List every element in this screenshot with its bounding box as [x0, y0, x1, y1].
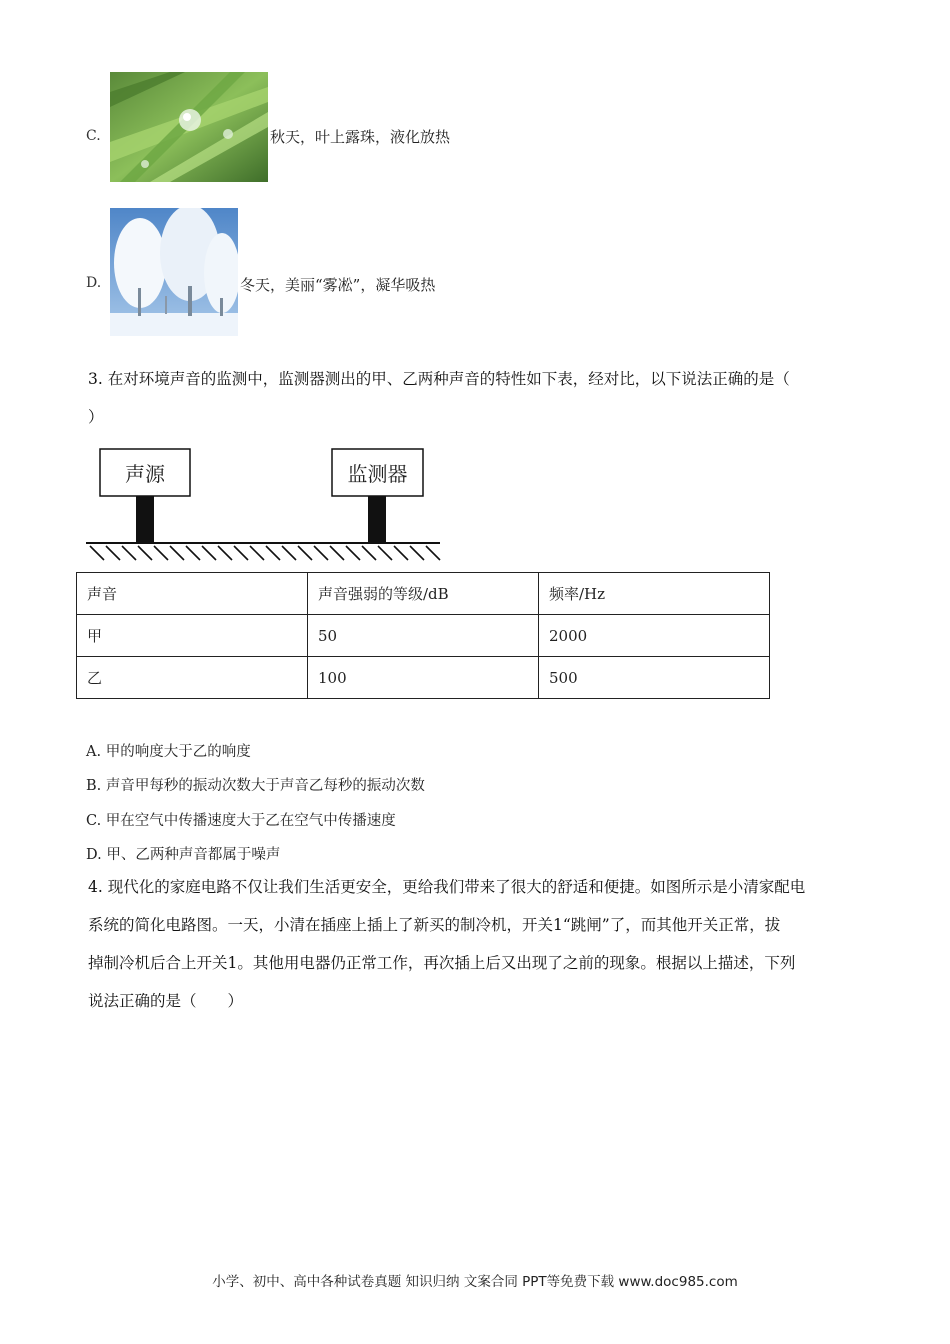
table-cell: 乙 — [77, 657, 308, 699]
table-header-row — [77, 573, 770, 615]
option-d-caption: 冬天，美丽“雾凇”，凝华吸热 — [240, 276, 436, 294]
sound-monitor-diagram — [86, 448, 442, 564]
q3-option-c: C. 甲在空气中传播速度大于乙在空气中传播速度 — [86, 813, 396, 829]
q4-stem-line1: 4. 现代化的家庭电路不仅让我们生活更安全，更给我们带来了很大的舒适和便捷。如图所示是小清家配电 — [88, 878, 806, 896]
q3-option-b: B. 声音甲每秒的振动次数大于声音乙每秒的振动次数 — [86, 778, 425, 794]
monitor-label: 监测器 — [347, 462, 408, 486]
q3-option-d: D. 甲、乙两种声音都属于噪声 — [86, 847, 281, 863]
table-cell: 2000 — [539, 615, 770, 657]
table-header-cell: 声音 — [77, 573, 308, 615]
q3-option-a: A. 甲的响度大于乙的响度 — [86, 744, 251, 760]
q3-stem-line1: 3. 在对环境声音的监测中，监测器测出的甲、乙两种声音的特性如下表，经对比，以下说法正确的是（ — [88, 370, 790, 388]
table-row — [77, 657, 770, 699]
table-row — [77, 615, 770, 657]
table-cell: 甲 — [77, 615, 308, 657]
q4-stem-line2: 系统的简化电路图。一天，小清在插座上插上了新买的制冷机，开关1“跳闸”了，而其他开关正常，拔 — [88, 916, 781, 934]
table-header-cell: 频率/Hz — [539, 573, 770, 615]
table-cell: 100 — [308, 657, 539, 699]
q4-stem-line4: 说法正确的是（ ） — [88, 992, 244, 1010]
table-cell: 50 — [308, 615, 539, 657]
q4-stem-line3: 掉制冷机后合上开关1。其他用电器仍正常工作，再次插上后又出现了之前的现象。根据以上描述，下列 — [88, 954, 796, 972]
q3-stem-line2: ） — [88, 408, 104, 426]
dew-on-leaves-photo — [110, 72, 268, 182]
rime-frost-trees-photo — [110, 208, 238, 336]
sound-properties-table — [76, 572, 770, 699]
sound-source-label: 声源 — [125, 462, 165, 486]
option-c-caption: 秋天，叶上露珠，液化放热 — [270, 128, 451, 146]
option-c-label: C. — [86, 128, 101, 144]
page-footer: 小学、初中、高中各种试卷真题 知识归纳 文案合同 PPT等免费下载 www.doc985.com — [212, 1274, 738, 1290]
table-header-cell: 声音强弱的等级/dB — [308, 573, 539, 615]
option-d-label: D. — [86, 275, 102, 291]
table-cell: 500 — [539, 657, 770, 699]
